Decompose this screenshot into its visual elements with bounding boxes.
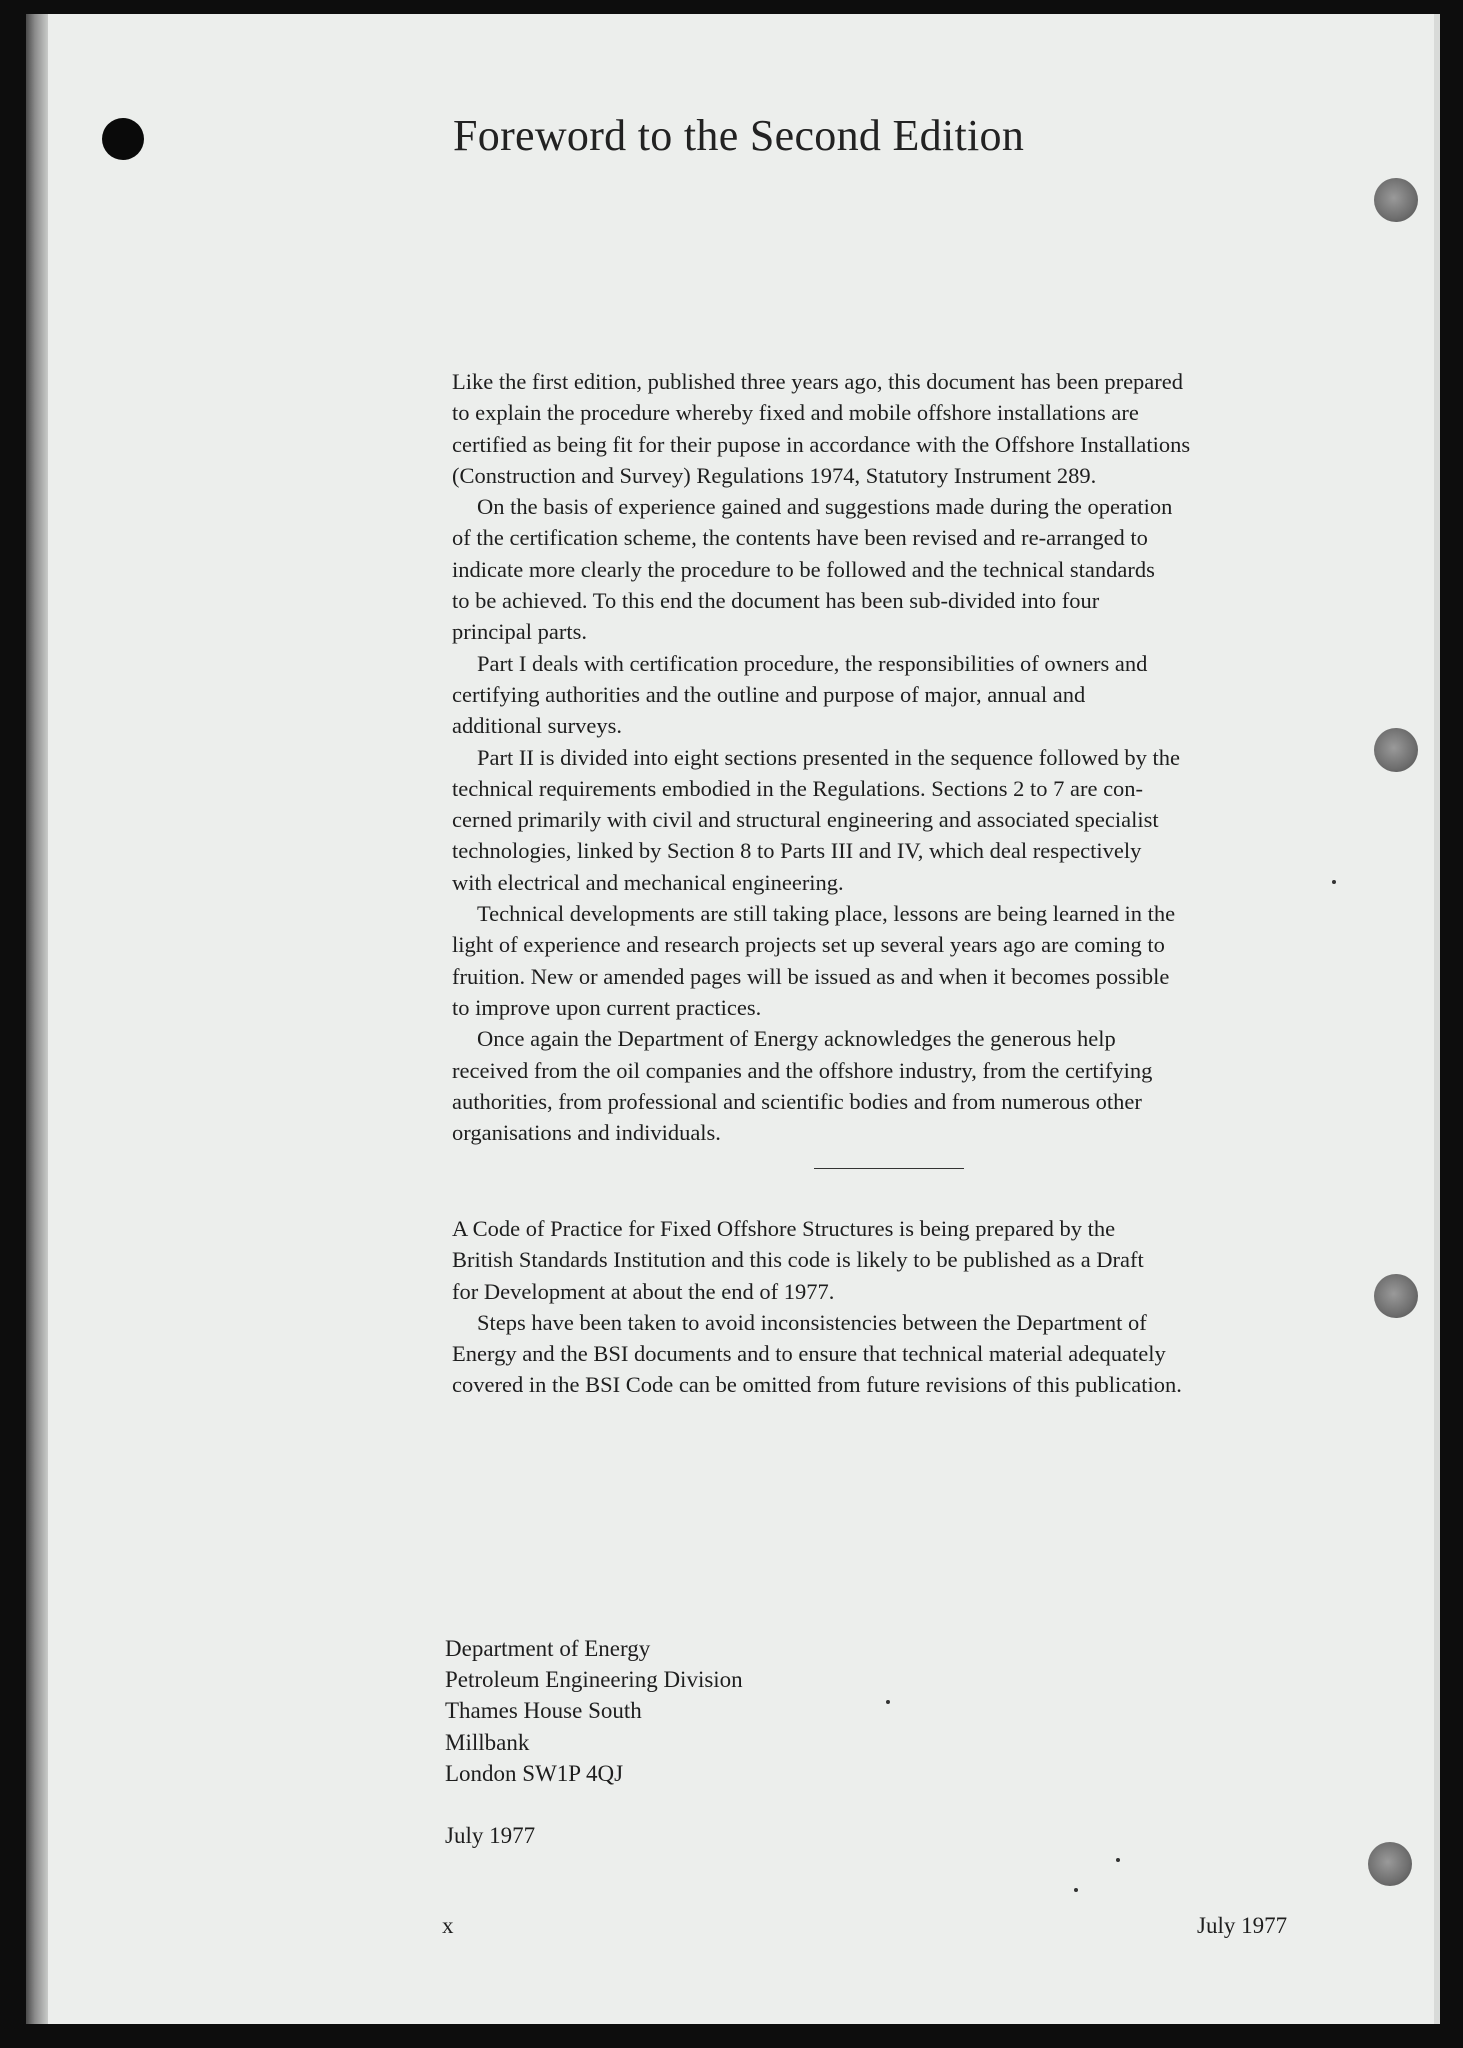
sender-address — [445, 1633, 743, 1789]
document-page — [26, 14, 1440, 2024]
paragraph: On the basis of experience gained and suggestions made during the operation of the certification scheme, the contents have been revised and re-arranged to indicate more clearly the procedure to be followed and the technical standards to be achieved. To this end the document has been sub-divided into four principal parts. — [452, 494, 1173, 645]
address-line: Department of Energy — [445, 1636, 651, 1661]
paragraph: Part II is divided into eight sections presented in the sequence followed by the technical requirements embodied in the Regulations. Sections 2 to 7 are con- cerned primarily with civil and structural engineering and associated specialist technologies, linked by Section 8 to Parts III and IV, which deal respectively with electrical and mechanical engineering. — [452, 744, 1180, 895]
page-number: x — [442, 1913, 454, 1938]
punch-hole — [1368, 1842, 1412, 1886]
paragraph: Technical developments are still taking place, lessons are being learned in the light of experience and research projects set up several years ago are coming to fruition. New or amended pages will be issued as and when it becomes possible to improve upon current practices. — [452, 901, 1176, 1020]
paragraph: Part I deals with certification procedure, the responsibilities of owners and certifying authorities and the outline and purpose of major, annual and additional surveys. — [452, 650, 1148, 739]
punch-hole — [1374, 178, 1418, 222]
punch-hole — [1374, 728, 1418, 772]
address-line: Petroleum Engineering Division — [445, 1667, 743, 1693]
section-divider — [814, 1168, 964, 1169]
scan-speck — [1116, 1858, 1120, 1862]
black-dot-mark — [102, 118, 144, 160]
address-line: Thames House South — [445, 1698, 642, 1724]
scan-speck — [1074, 1888, 1078, 1892]
scan-speck — [886, 1700, 890, 1704]
signature-date: July 1977 — [445, 1823, 536, 1848]
paragraph: A Code of Practice for Fixed Offshore Structures is being prepared by the British Standards Institution and this code is likely to be published as a Draft for Development at about the end of 1977. — [452, 1216, 1144, 1304]
code-of-practice-note — [452, 1213, 1352, 1401]
footer-date: July 1977 — [1197, 1913, 1288, 1938]
address-line: London SW1P 4QJ — [445, 1760, 624, 1786]
address-line: Millbank — [445, 1729, 530, 1755]
paragraph: Like the first edition, published three years ago, this document has been prepared to explain the procedure whereby fixed and mobile offshore installations are certified as being fit for their pupose in accordance with the Offshore Installations (Construction and Survey) Regulations 1974, Statutory Instrument 289. — [452, 369, 1191, 488]
page-spine-shadow — [26, 14, 48, 2024]
page-title: Foreword to the Second Edition — [453, 111, 1025, 160]
punch-hole — [1374, 1274, 1418, 1318]
paragraph: Once again the Department of Energy acknowledges the generous help received from the oil companies and the offshore industry, from the certifying authorities, from professional and scientific bodies and from numerous other organisations and individuals. — [452, 1026, 1153, 1146]
page-right-edge — [1434, 14, 1440, 2024]
foreword-text — [452, 366, 1352, 1148]
paragraph: Steps have been taken to avoid inconsistencies between the Department of Energy and the BSI documents and to ensure that technical material adequately covered in the BSI Code can be omitted from future revisions of this publication. — [452, 1309, 1182, 1398]
